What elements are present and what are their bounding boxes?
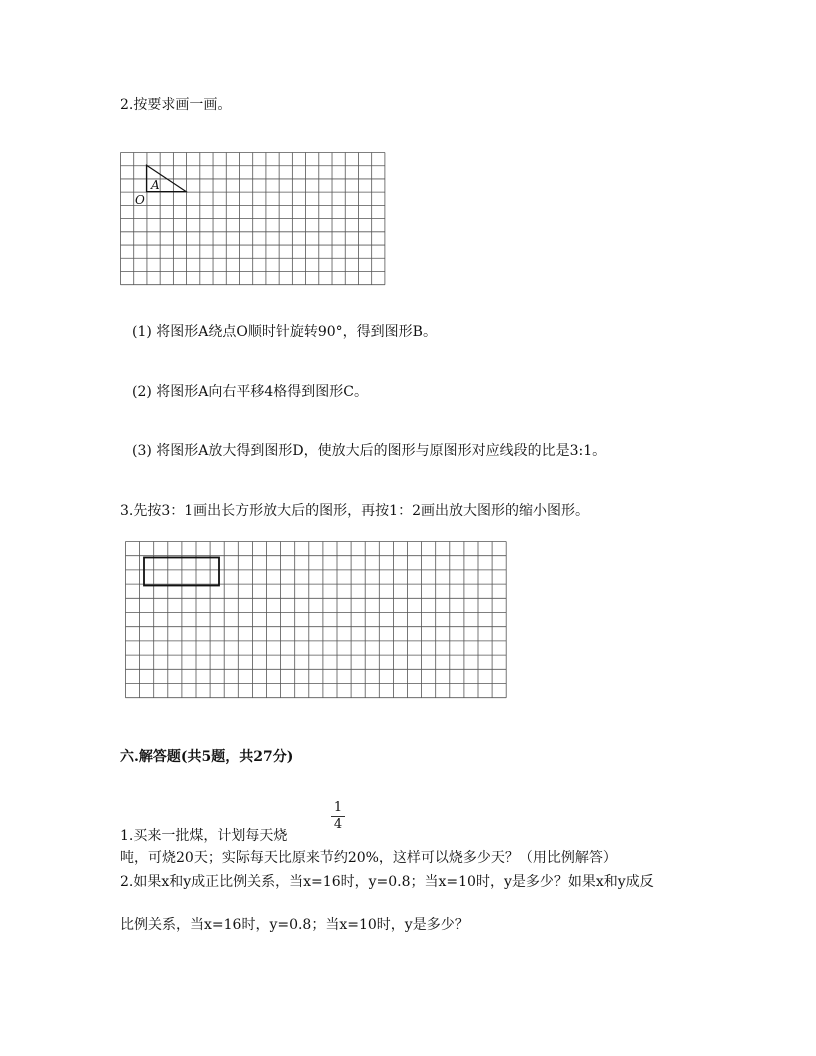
fraction-denominator: 4 [333, 817, 343, 832]
s6-q2-line1: 2.如果x和y成正比例关系，当x=16时，y=0.8；当x=10时，y是多少？如果x和y成反 [120, 874, 654, 890]
q2-part-1: (1) 将图形A绕点O顺时针旋转90°，得到图形B。 [132, 324, 437, 340]
q2-heading: 2.按要求画一画。 [120, 97, 232, 113]
shape-a-label: A [151, 178, 160, 192]
fraction-numerator: 1 [333, 800, 343, 815]
q2-part-3: (3) 将图形A放大得到图形D，使放大后的图形与原图形对应线段的比是3:1。 [132, 443, 607, 459]
point-o-label: O [135, 193, 145, 207]
fraction-one-quarter [331, 801, 345, 832]
scaling-grid [125, 541, 512, 703]
s6-q2-line2: 比例关系，当x=16时，y=0.8；当x=10时，y是多少？ [120, 917, 469, 933]
rotation-grid [120, 152, 387, 286]
s6-q1-line1: 1.买来一批煤，计划每天烧 [120, 828, 288, 844]
s6-q1-line2: 吨，可烧20天；实际每天比原来节约20%，这样可以烧多少天？（用比例解答） [120, 850, 617, 866]
q3-heading: 3.先按3：1画出长方形放大后的图形，再按1：2画出放大图形的缩小图形。 [120, 503, 589, 519]
q2-part-2: (2) 将图形A向右平移4格得到图形C。 [132, 384, 369, 400]
section-6-title: 六.解答题(共5题，共27分) [120, 749, 294, 765]
